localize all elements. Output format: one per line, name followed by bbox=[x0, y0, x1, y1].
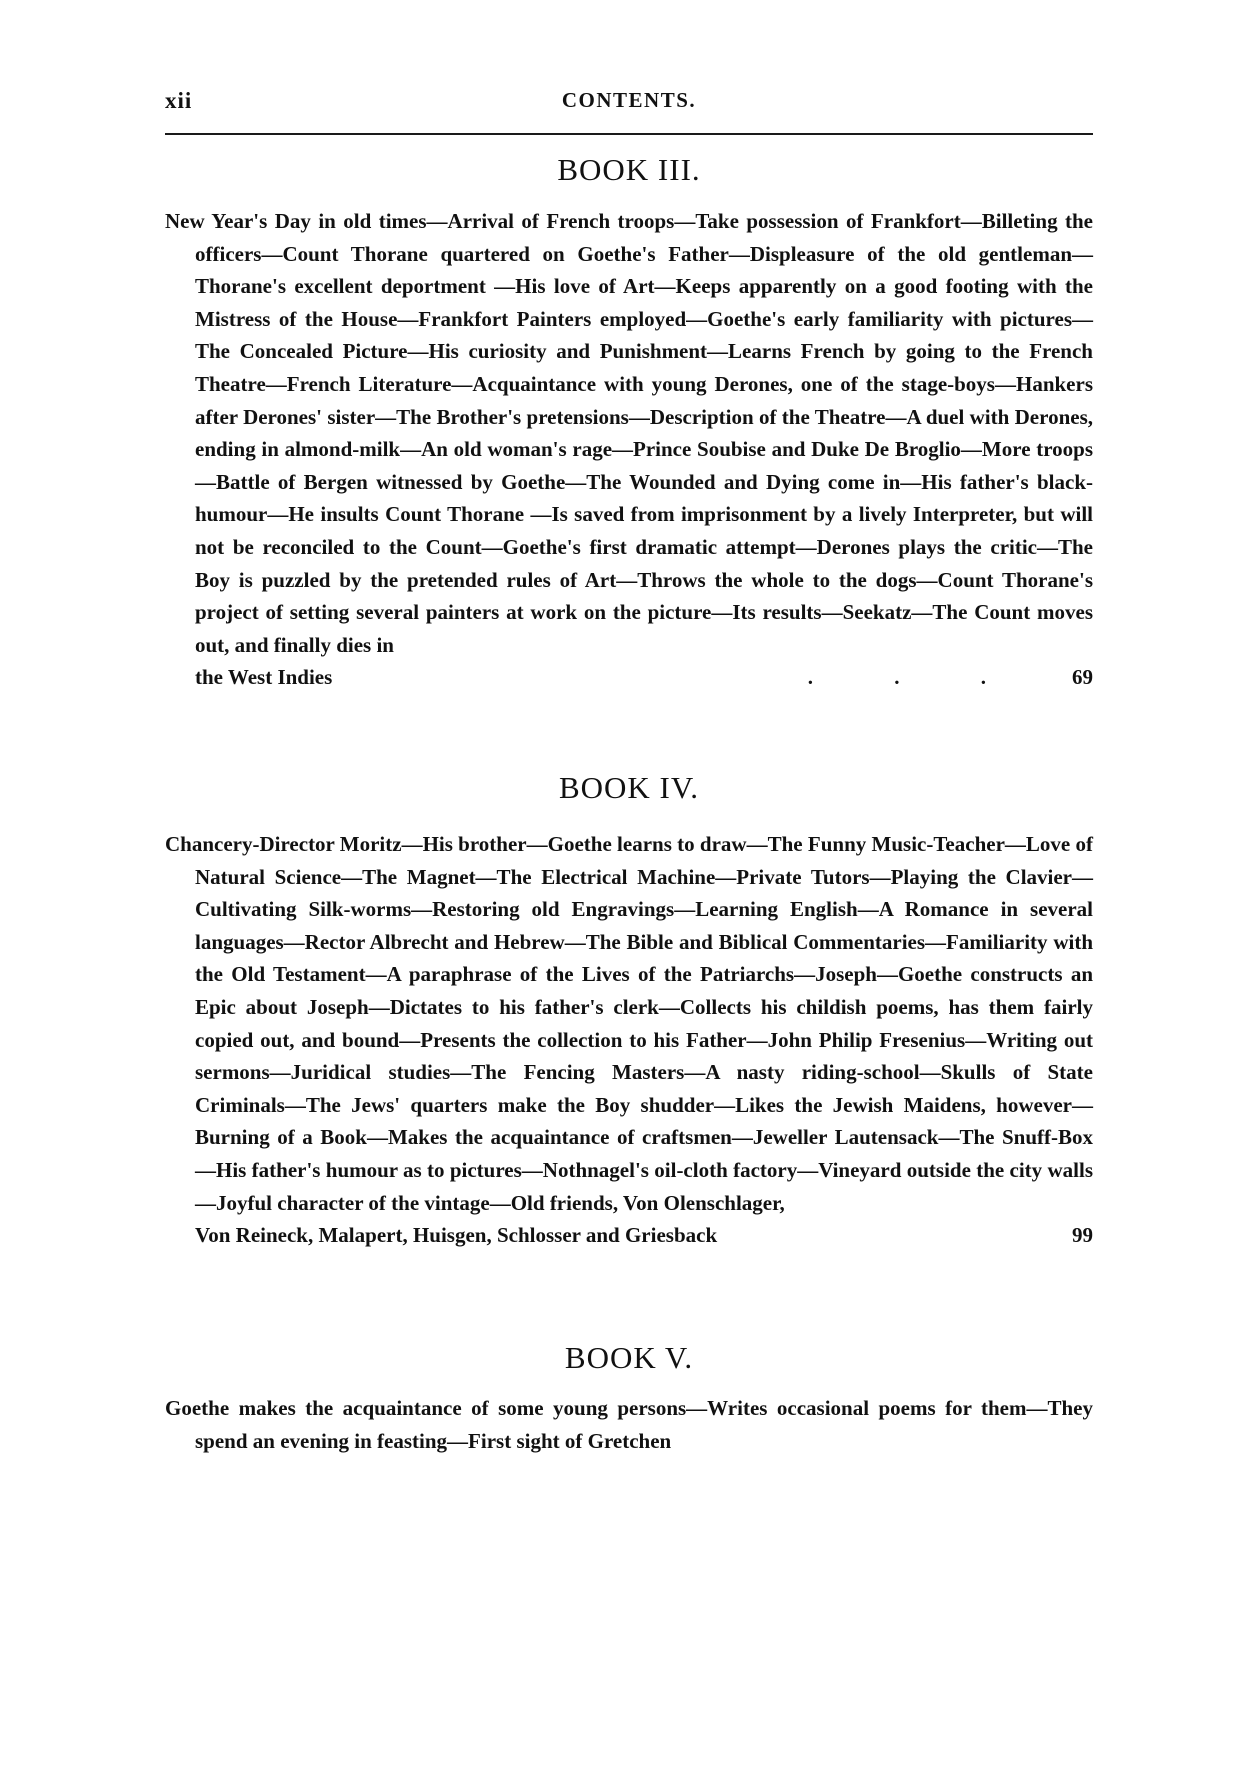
book-page bbox=[165, 0, 1093, 1786]
book-synopsis-5 bbox=[165, 1392, 1093, 1457]
leader-and-page bbox=[808, 661, 1093, 694]
book-synopsis-3 bbox=[165, 205, 1093, 694]
synopsis-text: New Year's Day in old times—Arrival of French troops—Take possession of Frankfort—Billeting the officers—Count Thorane quartered on Goethe's Father—Displeasure of the old gentleman—Thorane's excellent deportment —His love of Art—Keeps apparently on a good footing with the Mistress of the House—Frankfort Painters employed—Goethe's early familiarity with pictures—The Concealed Picture—His curiosity and Punishment—Learns French by going to the French Theatre—French Literature—Acquaintance with young Derones, one of the stage-boys—Hankers after Derones' sister—The Brother's pretensions—Description of the Theatre—A duel with Derones, ending in almond-milk—An old woman's rage—Prince Soubise and Duke De Broglio—More troops—Battle of Bergen witnessed by Goethe—The Wounded and Dying come in—His father's black-humour—He insults Count Thorane —Is saved from imprisonment by a lively Interpreter, but will not be reconciled to the Count—Goethe's first dramatic attempt—Derones plays the critic—The Boy is puzzled by the pretended rules of Art—Throws the whole to the dogs—Count Thorane's project of setting several painters at work on the picture—Its results—Seekatz—The Count moves out, and finally dies in bbox=[165, 209, 1093, 657]
running-header bbox=[165, 88, 1093, 118]
synopsis-final-text: the West Indies bbox=[195, 665, 333, 690]
synopsis-text: Goethe makes the acquaintance of some young persons—Writes occasional poems for them—They spend an evening in feasting—First sight of Gretchen bbox=[165, 1396, 1093, 1453]
book-heading-5: BOOK V. bbox=[564, 1340, 694, 1375]
page-reference: 69 bbox=[1072, 665, 1093, 690]
page-number: xii bbox=[165, 88, 193, 113]
book-synopsis-4 bbox=[165, 828, 1093, 1252]
synopsis-final-line bbox=[195, 1219, 1093, 1252]
synopsis-final-text: Von Reineck, Malapert, Huisgen, Schlosser and Griesback bbox=[195, 1223, 718, 1248]
header-rule bbox=[165, 133, 1093, 135]
running-title: CONTENTS. bbox=[561, 88, 697, 112]
synopsis-final-line bbox=[195, 661, 1093, 694]
book-heading-4: BOOK IV. bbox=[558, 770, 700, 805]
synopsis-text: Chancery-Director Moritz—His brother—Goethe learns to draw—The Funny Music-Teacher—Love of Natural Science—The Magnet—The Electrical Machine—Private Tutors—Playing the Clavier—Cultivating Silk-worms—Restoring old Engravings—Learning English—A Romance in several languages—Rector Albrecht and Hebrew—The Bible and Biblical Commentaries—Familiarity with the Old Testament—A paraphrase of the Lives of the Patriarchs—Joseph—Goethe constructs an Epic about Joseph—Dictates to his father's clerk—Collects his childish poems, has them fairly copied out, and bound—Presents the collection to his Father—John Philip Fresenius—Writing out sermons—Juridical studies—The Fencing Masters—A nasty riding-school—Skulls of State Criminals—The Jews' quarters make the Boy shudder—Likes the Jewish Maidens, however—Burning of a Book—Makes the acquaintance of craftsmen—Jeweller Lautensack—The Snuff-Box—His father's humour as to pictures—Nothnagel's oil-cloth factory—Vineyard outside the city walls—Joyful character of the vintage—Old friends, Von Olenschlager, bbox=[165, 832, 1093, 1215]
book-heading-3: BOOK III. bbox=[557, 152, 701, 187]
dot-leader: . . . bbox=[807, 665, 1024, 690]
page-reference: 99 bbox=[1072, 1223, 1093, 1248]
